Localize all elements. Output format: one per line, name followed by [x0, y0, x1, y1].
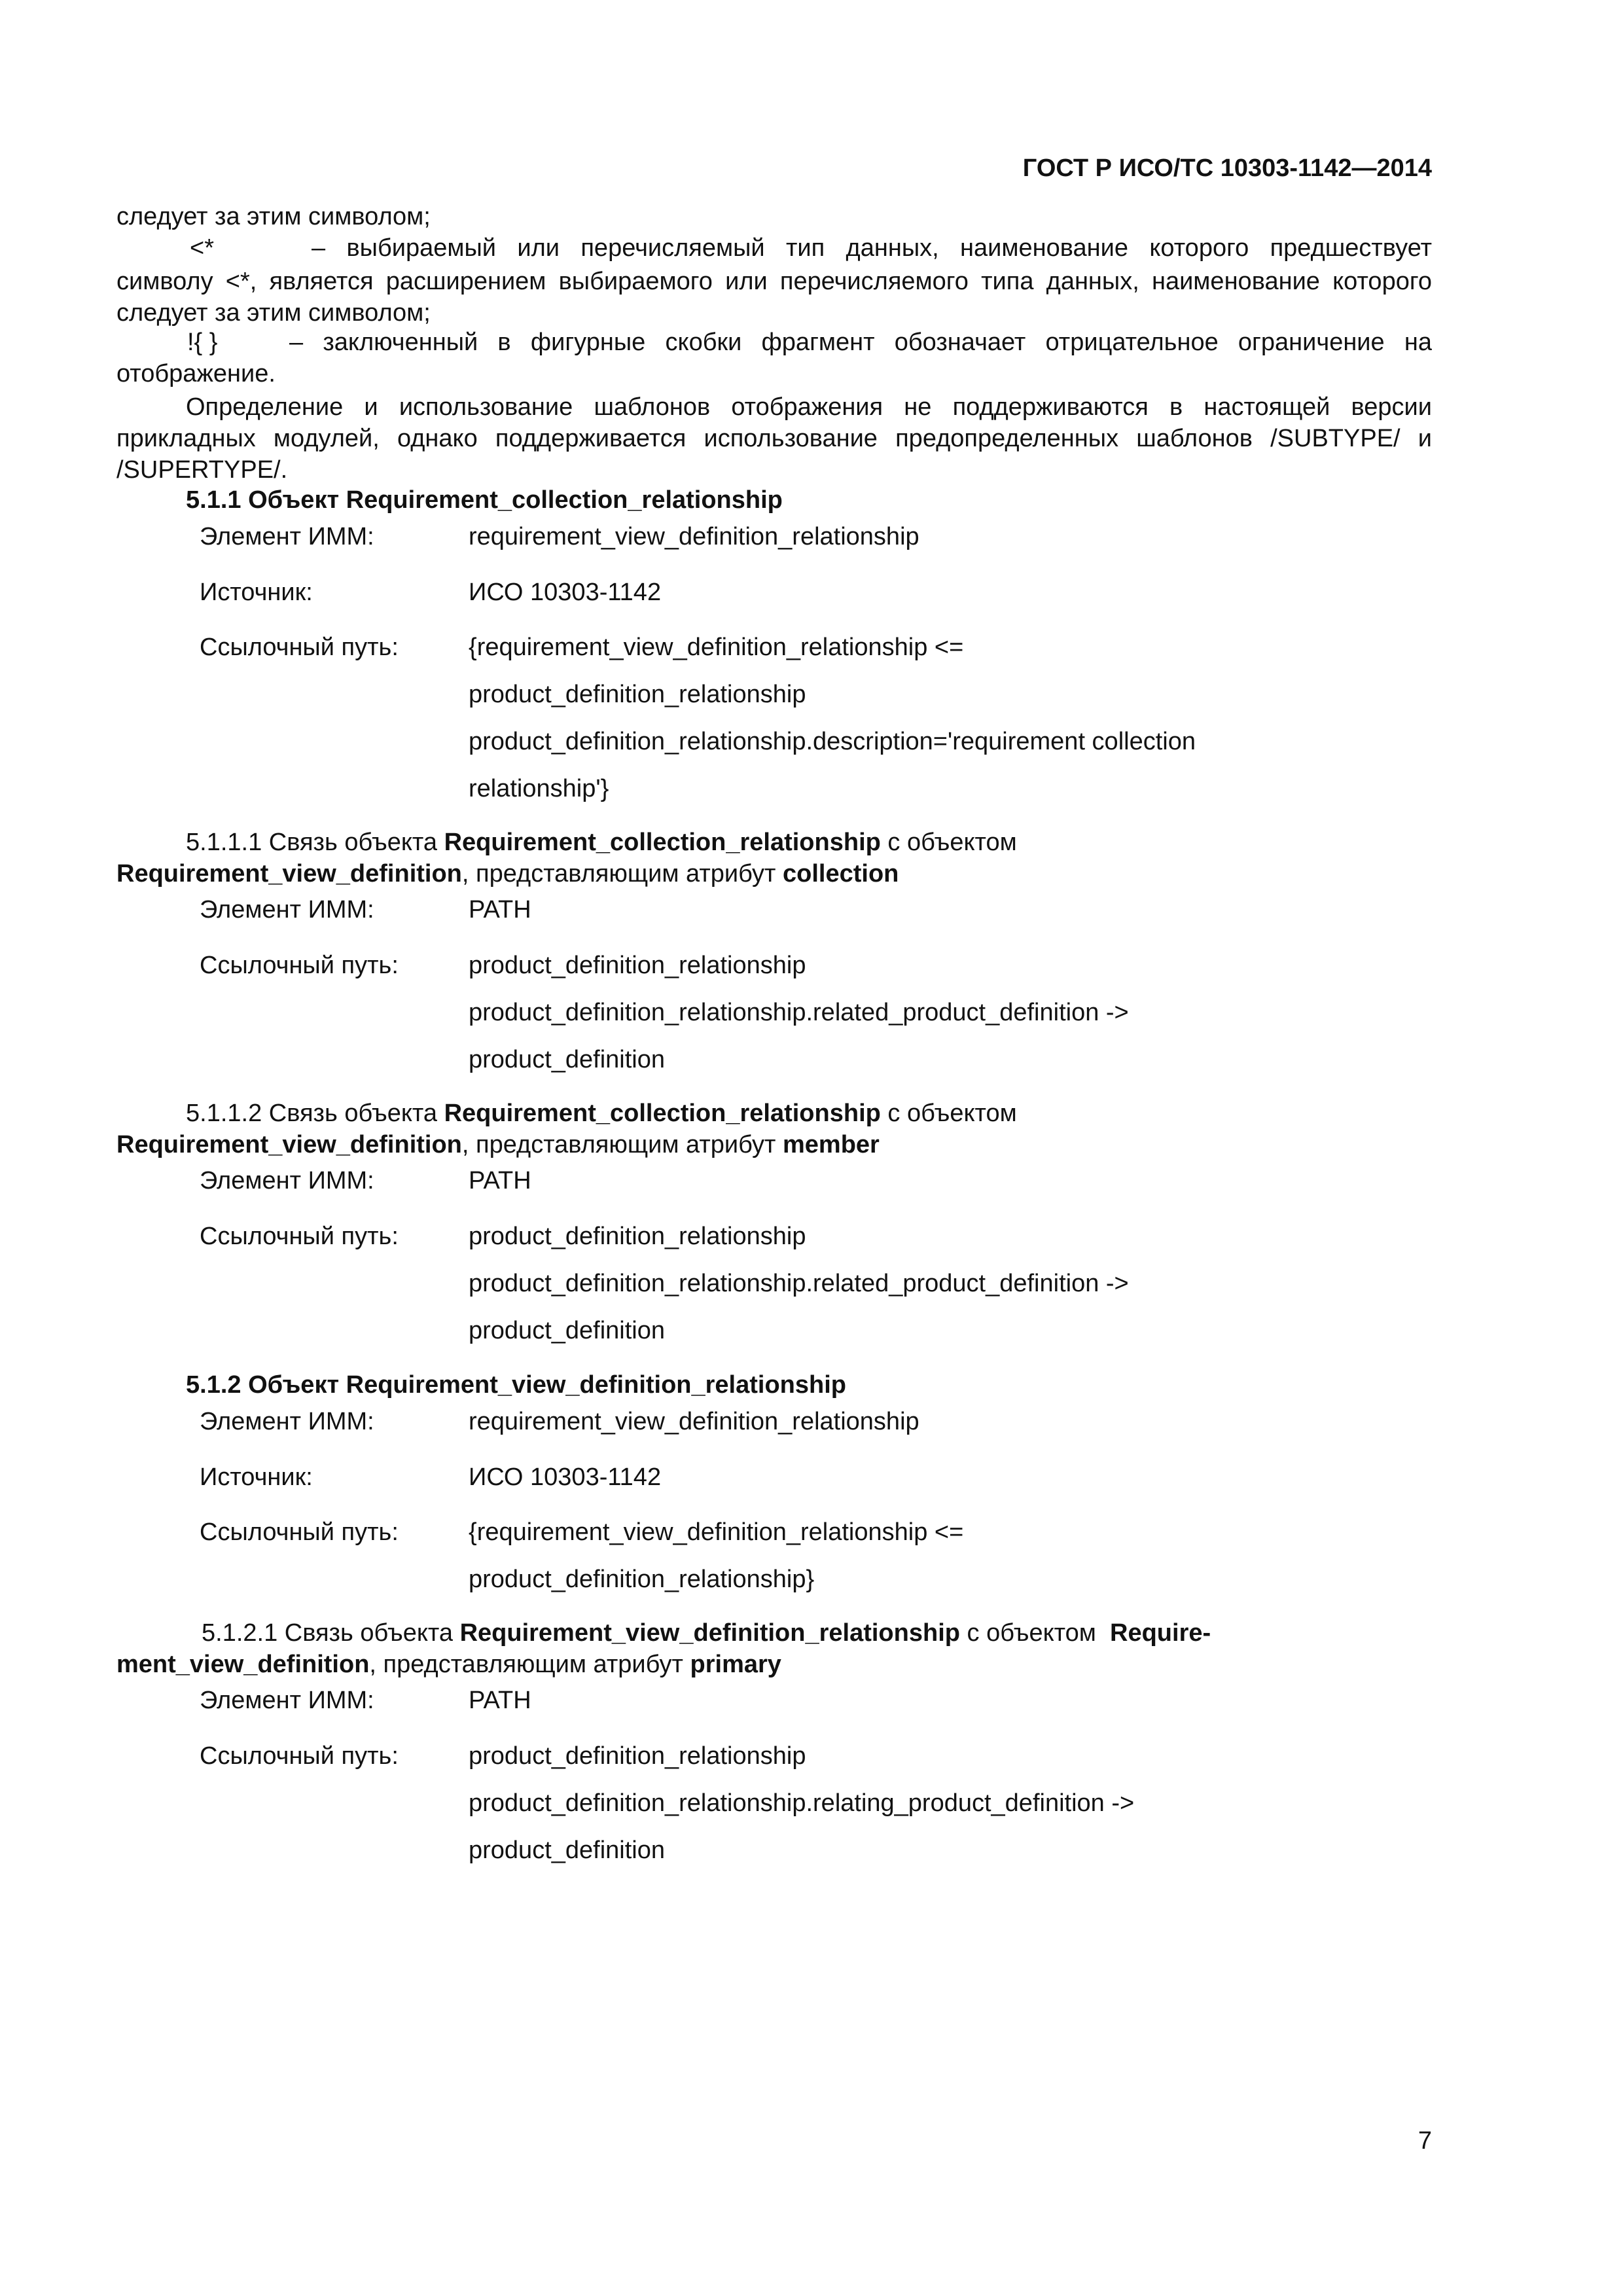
target-object: Requirement_view_definition: [116, 860, 462, 888]
object-name: Requirement_view_definition_relationship: [459, 1619, 960, 1647]
symbol-extension-definition: – выбираемый или перечисляемый тип данных, наименование которого предшествует: [312, 234, 1432, 262]
refpath-line: {requirement_view_definition_relationship <=: [469, 1518, 964, 1546]
element-value: requirement_view_definition_relationship: [469, 1408, 919, 1435]
section-heading-5-1-2: 5.1.2 Объект Requirement_view_definition_relationship: [186, 1371, 847, 1399]
refpath-line: product_definition_relationship.related_product_definition ->: [469, 1270, 1129, 1297]
symbol-negation: !{ }: [187, 329, 218, 356]
element-label: Элемент ИММ:: [200, 896, 374, 924]
subsection-heading-5-1-2-1: 5.1.2.1 Связь объекта Requirement_view_definition_relationship с объектом Require-: [202, 1619, 1211, 1647]
section-heading-5-1-1: 5.1.1 Объект Requirement_collection_relationship: [186, 486, 783, 514]
document-header: ГОСТ Р ИСО/ТС 10303-1142—2014: [1022, 154, 1432, 182]
subsection-heading-5-1-1-2: 5.1.1.2 Связь объекта Requirement_collection_relationship с объектом: [186, 1100, 1017, 1127]
subsection-heading-5-1-1-1: 5.1.1.1 Связь объекта Requirement_collection_relationship с объектом: [186, 829, 1017, 856]
attribute-name: member: [783, 1131, 880, 1158]
refpath-label: Ссылочный путь:: [200, 952, 399, 979]
refpath-line: product_definition: [469, 1837, 665, 1864]
refpath-line: product_definition_relationship: [469, 1223, 806, 1250]
page-number: 7: [1418, 2127, 1432, 2155]
refpath-line: product_definition_relationship: [469, 952, 806, 979]
templates-paragraph: Определение и использование шаблонов отображения не поддерживаются в настоящей версии прикладных модулей, однако поддерживается использование предопределенных шаблонов /SUBTYPE/ и /SUPERTYPE/.: [116, 393, 1432, 484]
refpath-line: product_definition: [469, 1317, 665, 1344]
element-label: Элемент ИММ:: [200, 1167, 374, 1194]
refpath-line: relationship'}: [469, 775, 609, 802]
symbol-negation-definition: – заключенный в фигурные скобки фрагмент обозначает отрицательное ограничение на: [289, 329, 1432, 356]
subsection-heading-5-1-1-1-cont: Requirement_view_definition, представляющим атрибут collection: [116, 860, 899, 888]
element-value: PATH: [469, 1167, 531, 1194]
attribute-name: primary: [690, 1651, 781, 1678]
source-value: ИСО 10303-1142: [469, 1463, 662, 1491]
element-value: PATH: [469, 896, 531, 924]
element-label: Элемент ИММ:: [200, 1687, 374, 1714]
refpath-label: Ссылочный путь:: [200, 1742, 399, 1770]
symbol-negation-definition-cont: отображение.: [116, 360, 276, 387]
source-label: Источник:: [200, 1463, 313, 1491]
source-value: ИСО 10303-1142: [469, 579, 662, 606]
refpath-line: {requirement_view_definition_relationship <=: [469, 634, 964, 661]
refpath-line: product_definition_relationship.description='requirement collection: [469, 728, 1196, 755]
subsection-heading-5-1-2-1-cont: ment_view_definition, представляющим атрибут primary: [116, 1651, 781, 1678]
refpath-label: Ссылочный путь:: [200, 634, 399, 661]
target-object: Require-: [1110, 1619, 1211, 1647]
element-value: PATH: [469, 1687, 531, 1714]
object-name: Requirement_collection_relationship: [444, 1100, 881, 1127]
refpath-line: product_definition_relationship: [469, 681, 806, 708]
refpath-line: product_definition_relationship}: [469, 1566, 815, 1593]
element-label: Элемент ИММ:: [200, 1408, 374, 1435]
element-label: Элемент ИММ:: [200, 523, 374, 550]
refpath-label: Ссылочный путь:: [200, 1518, 399, 1546]
symbol-extension-definition-cont: символу <*, является расширением выбираемого или перечисляемого типа данных, наименование которого следует за этим символом;: [116, 268, 1432, 327]
symbol-extension: <*: [190, 234, 214, 262]
refpath-line: product_definition: [469, 1046, 665, 1073]
refpath-label: Ссылочный путь:: [200, 1223, 399, 1250]
object-name: Requirement_collection_relationship: [444, 829, 881, 856]
element-value: requirement_view_definition_relationship: [469, 523, 919, 550]
attribute-name: collection: [783, 860, 899, 888]
target-object: Requirement_view_definition: [116, 1131, 462, 1158]
subsection-heading-5-1-1-2-cont: Requirement_view_definition, представляющим атрибут member: [116, 1131, 880, 1158]
source-label: Источник:: [200, 579, 313, 606]
refpath-line: product_definition_relationship.related_product_definition ->: [469, 999, 1129, 1026]
target-object-cont: ment_view_definition: [116, 1651, 370, 1678]
intro-line: следует за этим символом;: [116, 203, 431, 230]
refpath-line: product_definition_relationship: [469, 1742, 806, 1770]
refpath-line: product_definition_relationship.relating_product_definition ->: [469, 1789, 1135, 1817]
